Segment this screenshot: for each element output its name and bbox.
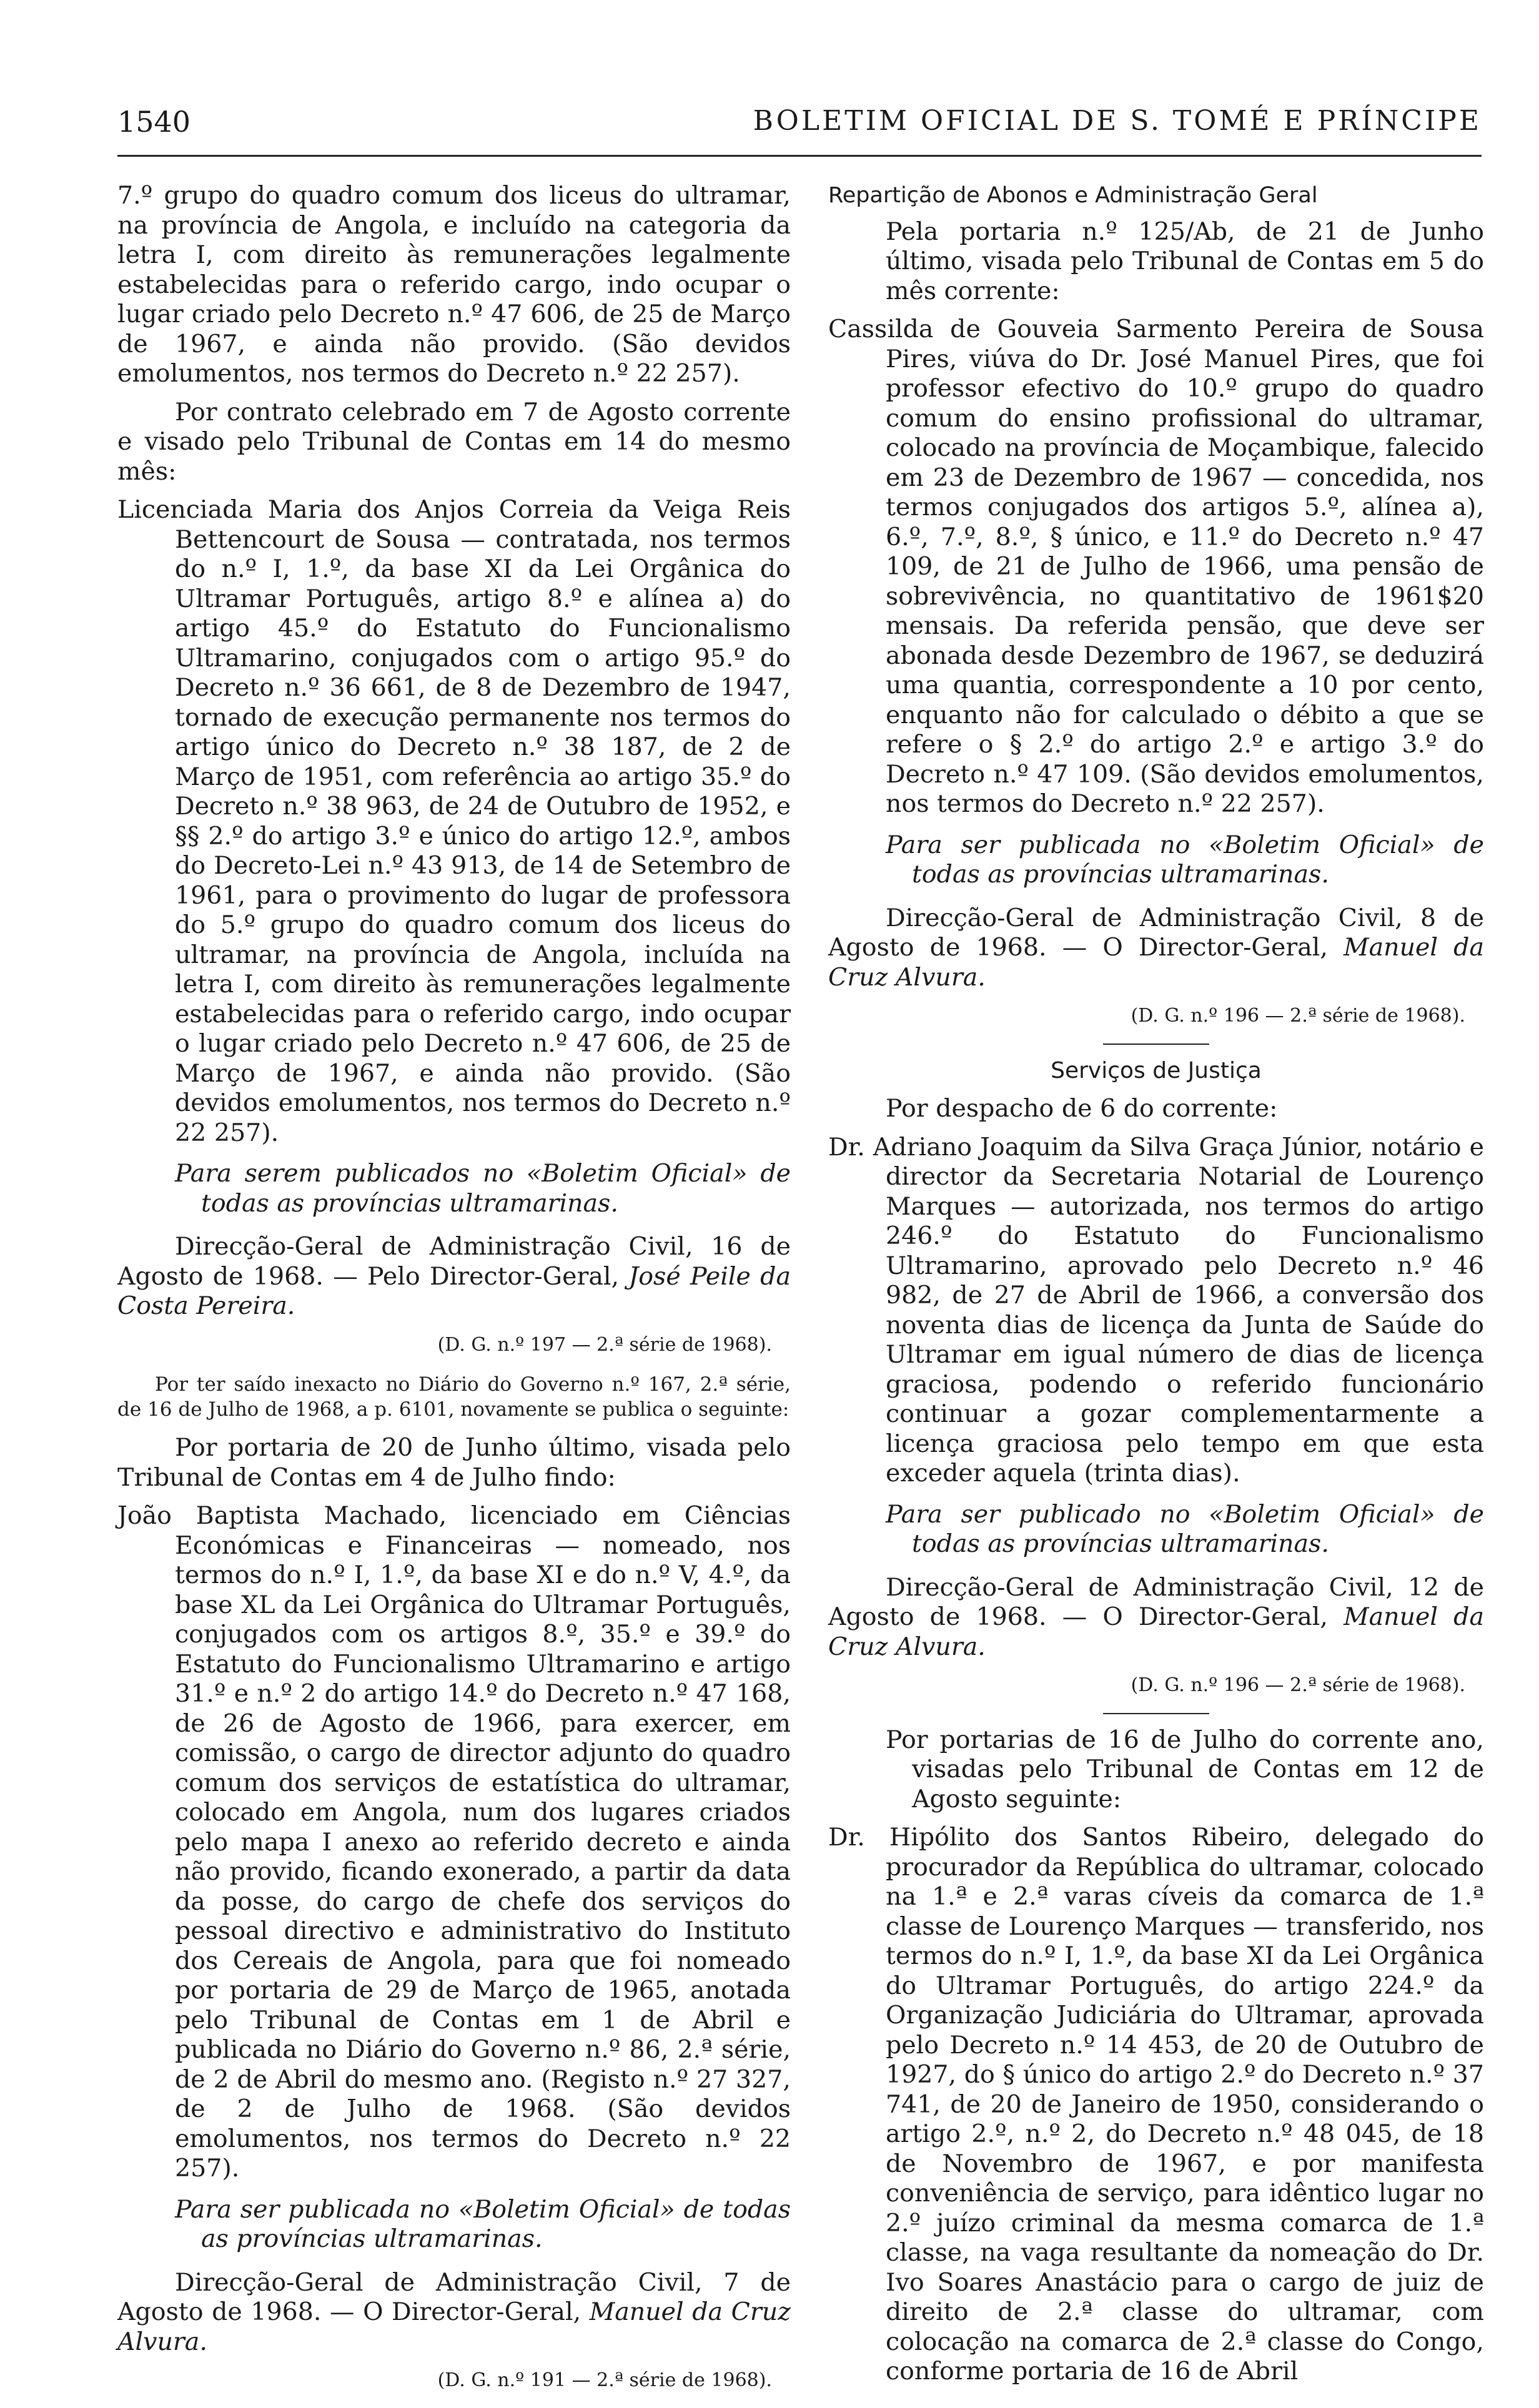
signatory-name: José Peile da Costa Pereira. [117, 1261, 791, 1320]
gazette-reference: (D. G. n.º 191 — 2.ª série de 1968). [437, 2369, 772, 2391]
directorate-signature [828, 904, 1484, 993]
gazette-reference: (D. G. n.º 196 — 2.ª série de 1968). [1131, 1005, 1465, 1027]
signatory-name: Manuel da Cruz Alvura. [828, 1602, 1485, 1661]
dispatch-intro: Por despacho de 6 do corrente: [886, 1094, 1278, 1123]
pension-entry: Cassilda de Gouveia Sarmento Pereira de Sousa Pires, viúva do Dr. José Manuel Pires, que foi professor efectivo do 10.º grupo do quadro comum do ensino profissional do ultramar, colocado na província de Moçambique, falecido em 23 de Dezembro de 1967 — concedida, nos termos conjugados dos artigos 5.º, alínea a), 6.º, 7.º, 8.º, § único, e 11.º do Decreto n.º 47 109, de 21 de Julho de 1966, uma pensão de sobrevivência, no quantitativo de 1961$20 mensais. Da referida pensão, que deve ser abonada desde Dezembro de 1967, se deduzirá uma quantia, correspondente a 10 por cento, enquanto não for calculado o débito a que se refere o § 2.º do artigo 2.º e artigo 3.º do Decreto n.º 47 109. (São devidos emolumentos, nos termos do Decreto n.º 22 257). [828, 315, 1484, 818]
portaria-intro: Por portaria de 20 de Junho último, visada pelo Tribunal de Contas em 4 de Julho findo: [117, 1433, 791, 1492]
publication-note: Para ser publicada no «Boletim Oficial» de todas as províncias ultramarinas. [886, 830, 1484, 889]
signatory-name: Manuel da Cruz Alvura. [828, 933, 1485, 992]
journal-title: BOLETIM OFICIAL DE S. TOMÉ E PRÍNCIPE [753, 105, 1482, 137]
directorate-text: Direcção-Geral de Administração Civil, 7 de Agosto de 1968. — O Director-Geral, [117, 2267, 791, 2326]
signatory-name: Manuel da Cruz Alvura. [117, 2297, 791, 2356]
left-column [117, 181, 791, 2408]
directorate-signature [117, 2268, 791, 2357]
contract-entry: Licenciada Maria dos Anjos Correia da Veiga Reis Bettencourt de Sousa — contratada, nos termos do n.º I, 1.º, da base XI da Lei Orgânica do Ultramar Português, artigo 8.º e alínea a) do artigo 45.º do Estatuto do Funcionalismo Ultramarino, conjugados com o artigo 95.º do Decreto n.º 36 661, de 8 de Dezembro de 1947, tornado de execução permanente nos termos do artigo único do Decreto n.º 38 187, de 2 de Março de 1951, com referência ao artigo 35.º do Decreto n.º 38 963, de 24 de Outubro de 1952, e §§ 2.º do artigo 3.º e único do artigo 12.º, ambos do Decreto-Lei n.º 43 913, de 14 de Setembro de 1961, para o provimento do lugar de professora do 5.º grupo do quadro comum dos liceus do ultramar, na província de Angola, incluída na letra I, com direito às remunerações legalmente estabelecidas para o referido cargo, indo ocupar o lugar criado pelo Decreto n.º 47 606, de 25 de Março de 1967, e ainda não provido. (São devidos emolumentos, nos termos do Decreto n.º 22 257). [117, 495, 791, 1147]
directorate-signature [117, 1232, 791, 1321]
directorate-signature [828, 1573, 1484, 1662]
page-number: 1540 [117, 105, 191, 139]
section-heading: Repartição de Abonos e Administração Geral [828, 183, 1318, 208]
transfer-entry: Dr. Hipólito dos Santos Ribeiro, delegado do procurador da República do ultramar, colocado na 1.ª e 2.ª varas cíveis da comarca de 1.ª classe de Lourenço Marques — transferido, nos termos do n.º I, 1.º, da base XI da Lei Orgânica do Ultramar Português, do artigo 224.º da Organização Judiciária do Ultramar, aprovada pelo Decreto n.º 14 453, de 20 de Outubro de 1927, do § único do artigo 2.º do Decreto n.º 37 741, de 20 de Janeiro de 1950, considerando o artigo 2.º, n.º 2, do Decreto n.º 48 045, de 18 de Novembro de 1967, e por manifesta conveniência de serviço, para idêntico lugar no 2.º juízo criminal da mesma comarca de 1.ª classe, na vaga resultante da nomeação do Dr. Ivo Soares Anastácio para o cargo de juiz de direito de 2.ª classe do ultramar, com colocação na comarca de 2.ª classe do Congo, conforme portaria de 16 de Abril [828, 1823, 1484, 2386]
correction-note: Por ter saído inexacto no Diário do Governo n.º 167, 2.ª série, de 16 de Julho de 1968, a p. 6101, novamente se publica o seguinte: [117, 1373, 791, 1421]
section-divider [1103, 1044, 1209, 1045]
publication-note: Para ser publicada no «Boletim Oficial» de todas as províncias ultramarinas. [175, 2194, 791, 2253]
gazette-reference: (D. G. n.º 197 — 2.ª série de 1968). [437, 1333, 772, 1356]
contract-intro: Por contrato celebrado em 7 de Agosto corrente e visado pelo Tribunal de Contas em 14 do mesmo mês: [117, 397, 791, 486]
leave-entry: Dr. Adriano Joaquim da Silva Graça Júnior, notário e director da Secretaria Notarial de Lourenço Marques — autorizada, nos termos do artigo 246.º do Estatuto do Funcionalismo Ultramarino, aprovado pelo Decreto n.º 46 982, de 27 de Abril de 1966, a conversão dos noventa dias de licença da Junta de Saúde do Ultramar em igual número de dias de licença graciosa, podendo o referido funcionário continuar a gozar complementarmente a licença graciosa pelo tempo em que esta exceder aquela (trinta dias). [828, 1132, 1484, 1488]
publication-note: Para ser publicado no «Boletim Oficial» de todas as províncias ultramarinas. [886, 1499, 1484, 1558]
directorate-text: Direcção-Geral de Administração Civil, 16 de Agosto de 1968. — Pelo Director-Geral, [117, 1232, 791, 1291]
transfer-intro: Por portarias de 16 de Julho do corrente ano, visadas pelo Tribunal de Contas em 12 de Agosto seguinte: [886, 1725, 1484, 1813]
right-column [828, 181, 1484, 2396]
directorate-text: Direcção-Geral de Administração Civil, 8 de Agosto de 1968. — O Director-Geral, [828, 903, 1484, 962]
pension-intro: Pela portaria n.º 125/Ab, de 21 de Junho último, visada pelo Tribunal de Contas em 5 do mês corrente: [886, 217, 1484, 305]
section-divider [1103, 1713, 1209, 1714]
appointment-entry: João Baptista Machado, licenciado em Ciências Económicas e Financeiras — nomeado, nos termos do n.º I, 1.º, da base XI e do n.º V, 4.º, da base XL da Lei Orgânica do Ultramar Português, conjugados com os artigos 8.º, 35.º e 39.º do Estatuto do Funcionalismo Ultramarino e artigo 31.º e n.º 2 do artigo 14.º do Decreto n.º 47 168, de 26 de Agosto de 1966, para exercer, em comissão, o cargo de director adjunto do quadro comum dos serviços de estatística do ultramar, colocado em Angola, num dos lugares criados pelo mapa I anexo ao referido decreto e ainda não provido, ficando exonerado, a partir da data da posse, do cargo de chefe dos serviços do pessoal directivo e administrativo do Instituto dos Cereais de Angola, para que foi nomeado por portaria de 29 de Março de 1965, anotada pelo Tribunal de Contas em 1 de Abril e publicada no Diário do Governo n.º 86, 2.ª série, de 2 de Abril do mesmo ano. (Registo n.º 27 327, de 2 de Julho de 1968. (São devidos emolumentos, nos termos do Decreto n.º 22 257). [117, 1501, 791, 2183]
header-rule [117, 155, 1482, 157]
publication-note: Para serem publicados no «Boletim Oficial» de todas as províncias ultramarinas. [175, 1159, 791, 1218]
left-paragraph-continuation: 7.º grupo do quadro comum dos liceus do ultramar, na província de Angola, e incluído na categoria da letra I, com direito às remunerações legalmente estabelecidas para o referido cargo, indo ocupar o lugar criado pelo Decreto n.º 47 606, de 25 de Março de 1967, e ainda não provido. (São devidos emolumentos, nos termos do Decreto n.º 22 257). [117, 181, 791, 388]
section-heading: Serviços de Justiça [1051, 1057, 1262, 1083]
directorate-text: Direcção-Geral de Administração Civil, 12 de Agosto de 1968. — O Director-Geral, [828, 1572, 1484, 1631]
gazette-reference: (D. G. n.º 196 — 2.ª série de 1968). [1131, 1674, 1465, 1696]
